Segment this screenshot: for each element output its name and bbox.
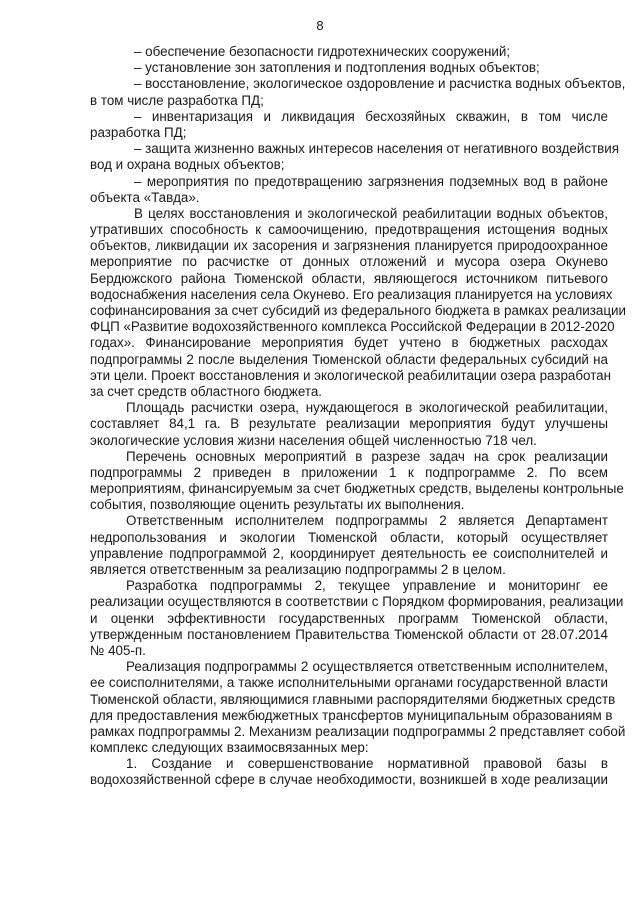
text-line: – защита жизненно важных интересов населения от негативного воздействия xyxy=(134,141,619,157)
text-line: Перечень основных мероприятий в разрезе задач на срок реализации xyxy=(126,448,608,464)
text-line: Ответственным исполнителем подпрограммы 2 является Департамент xyxy=(126,513,608,529)
text-line: реализации осуществляются в соответствии с Порядком формирования, реализации xyxy=(90,594,624,610)
text-line: за счет средств областного бюджета. xyxy=(90,383,323,399)
text-line: ФЦП «Развитие водохозяйственного комплекса Российской Федерации в 2012-2020 xyxy=(90,319,615,335)
text-line: является ответственным за реализацию подпрограммы 2 в целом. xyxy=(90,562,506,577)
text-line: Разработка подпрограммы 2, текущее управление и мониторинг ее xyxy=(126,578,608,594)
text-line: – мероприятия по предотвращению загрязнения подземных вод в районе xyxy=(134,173,608,189)
text-line: объекта «Тавда». xyxy=(90,189,200,205)
page-number: 8 xyxy=(316,18,324,33)
document-body xyxy=(90,44,626,789)
text-line: 1. Создание и совершенствование нормативной правовой базы в xyxy=(126,756,608,772)
text-line: недропользования и экологии Тюменской области, который осуществляет xyxy=(90,529,608,545)
text-line: – обеспечение безопасности гидротехнических сооружений; xyxy=(134,44,511,59)
text-line: Бердюжского района Тюменской области, являющегося источником питьевого xyxy=(90,270,608,286)
text-line: составляет 84,1 га. В результате реализации мероприятия будут улучшены xyxy=(90,416,608,432)
text-line: софинансирования за счет субсидий из федерального бюджета в рамках реализации xyxy=(90,303,626,318)
text-line: рамках подпрограммы 2. Механизм реализации подпрограммы 2 представляет собой xyxy=(90,723,626,739)
text-line: и оценки эффективности государственных программ Тюменской области, xyxy=(90,610,608,626)
text-line: Площадь расчистки озера, нуждающегося в экологической реабилитации, xyxy=(126,400,608,416)
text-line: – восстановление, экологическое оздоровление и расчистка водных объектов, xyxy=(134,76,626,92)
text-line: мероприятиям, финансируемым за счет бюджетных средств, выделены контрольные xyxy=(90,481,624,497)
text-line: вод и охрана водных объектов; xyxy=(90,157,285,173)
text-line: – установление зон затопления и подтопления водных объектов; xyxy=(134,60,540,76)
text-line: утративших способность к самоочищению, предотвращения истощения водных xyxy=(90,222,608,238)
text-line: комплекс следующих взаимосвязанных мер: xyxy=(90,740,369,756)
text-line: Тюменской области, являющимися главными распорядителями бюджетных средств xyxy=(90,691,616,707)
text-line: утвержденным постановлением Правительства Тюменской области от 28.07.2014 xyxy=(90,626,608,642)
text-line: № 405-п. xyxy=(90,642,146,658)
text-line: для предоставления межбюджетных трансфертов муниципальным образованиям в xyxy=(90,707,613,723)
text-line: эти цели. Проект восстановления и экологической реабилитации озера разработан xyxy=(90,367,612,383)
text-line: разработка ПД; xyxy=(90,124,187,140)
text-line: годах». Финансирование мероприятия будет учтено в бюджетных расходах xyxy=(90,335,608,351)
text-line: экологические условия жизни населения общей численностью 718 чел. xyxy=(90,432,537,448)
text-line: водохозяйственной сфере в случае необходимости, возникшей в ходе реализации xyxy=(90,772,608,788)
text-line: водоснабжения населения села Окунево. Его реализация планируется на условиях xyxy=(90,286,613,302)
text-line: В целях восстановления и экологической реабилитации водных объектов, xyxy=(134,205,608,221)
text-line: – инвентаризация и ликвидация бесхозяйных скважин, в том числе xyxy=(134,108,608,124)
text-line: в том числе разработка ПД; xyxy=(90,92,264,108)
text-line: управление подпрограммой 2, координирует деятельность ее соисполнителей и xyxy=(90,545,608,561)
text-line: Реализация подпрограммы 2 осуществляется ответственным исполнителем, xyxy=(126,659,608,675)
text-line: события, позволяющие оценить результаты их выполнения. xyxy=(90,497,465,513)
text-line: мероприятие по расчистке от донных отложений и мусора озера Окунево xyxy=(90,254,608,270)
text-line: объектов, ликвидации их засорения и загрязнения планируется природоохранное xyxy=(90,238,608,254)
text-line: подпрограммы 2 после выделения Тюменской области федеральных субсидий на xyxy=(90,351,608,367)
text-line: подпрограммы 2 приведен в приложении 1 к подпрограмме 2. По всем xyxy=(90,464,608,480)
text-line: ее соисполнителями, а также исполнительными органами государственной власти xyxy=(90,675,608,691)
